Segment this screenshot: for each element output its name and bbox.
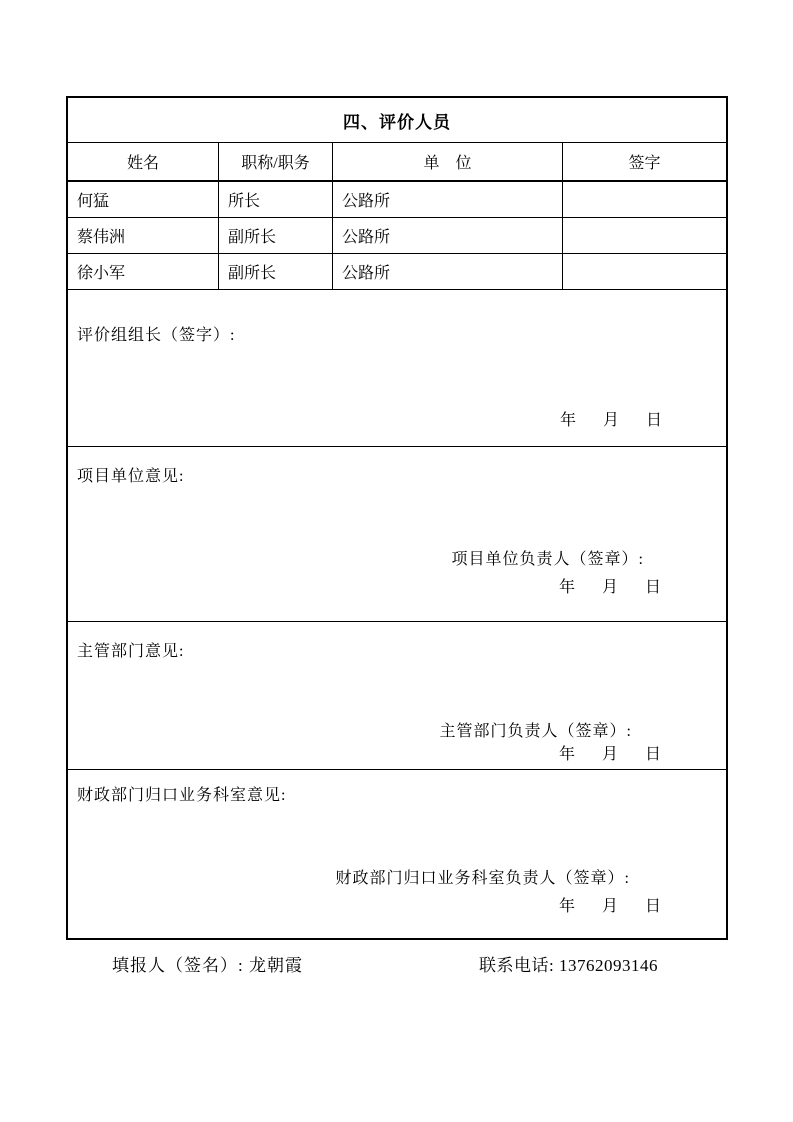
cell-title: 副所长	[219, 218, 333, 253]
section-project-unit-opinion	[68, 447, 726, 622]
table-header-row	[68, 143, 726, 182]
cell-title: 副所长	[219, 254, 333, 289]
col-header-name: 姓名	[68, 143, 219, 180]
col-header-signature: 签字	[628, 155, 661, 172]
cell-unit: 公路所	[333, 182, 563, 217]
responsible-person-signature-label: 财政部门归口业务科室负责人（签章）:	[335, 870, 630, 887]
cell-signature	[563, 254, 726, 289]
section-label: 财政部门归口业务科室意见:	[77, 787, 287, 804]
preparer-signature-line: 填报人（签名）: 龙朝霞	[112, 956, 303, 975]
cell-name: 何猛	[68, 182, 219, 217]
responsible-person-signature-label: 项目单位负责人（签章）:	[451, 551, 644, 568]
cell-unit: 公路所	[333, 218, 563, 253]
cell-unit: 公路所	[333, 254, 563, 289]
date-placeholder: 年 月 日	[558, 579, 661, 596]
section-label: 主管部门意见:	[77, 643, 185, 660]
cell-signature	[563, 218, 726, 253]
section-finance-department-opinion	[68, 770, 726, 938]
cell-name: 蔡伟洲	[68, 218, 219, 253]
table-row	[68, 254, 726, 290]
cell-title: 所长	[219, 182, 333, 217]
evaluation-form-table	[66, 96, 728, 940]
col-header-title: 职称/职务	[219, 143, 333, 180]
section-competent-department-opinion	[68, 622, 726, 770]
cell-name: 徐小军	[68, 254, 219, 289]
responsible-person-signature-label: 主管部门负责人（签章）:	[439, 723, 632, 740]
cell-signature	[563, 182, 726, 217]
section-label: 项目单位意见:	[77, 468, 185, 485]
table-title: 四、评价人员	[68, 98, 726, 143]
table-row	[68, 182, 726, 218]
date-placeholder: 年 月 日	[559, 412, 662, 429]
date-placeholder: 年 月 日	[558, 746, 661, 763]
date-placeholder: 年 月 日	[558, 898, 661, 915]
col-header-unit: 单 位	[333, 143, 563, 180]
contact-phone: 联系电话: 13762093146	[479, 956, 658, 975]
section-evaluation-group-leader	[68, 290, 726, 447]
table-row	[68, 218, 726, 254]
section-label: 评价组组长（签字）:	[77, 327, 236, 344]
